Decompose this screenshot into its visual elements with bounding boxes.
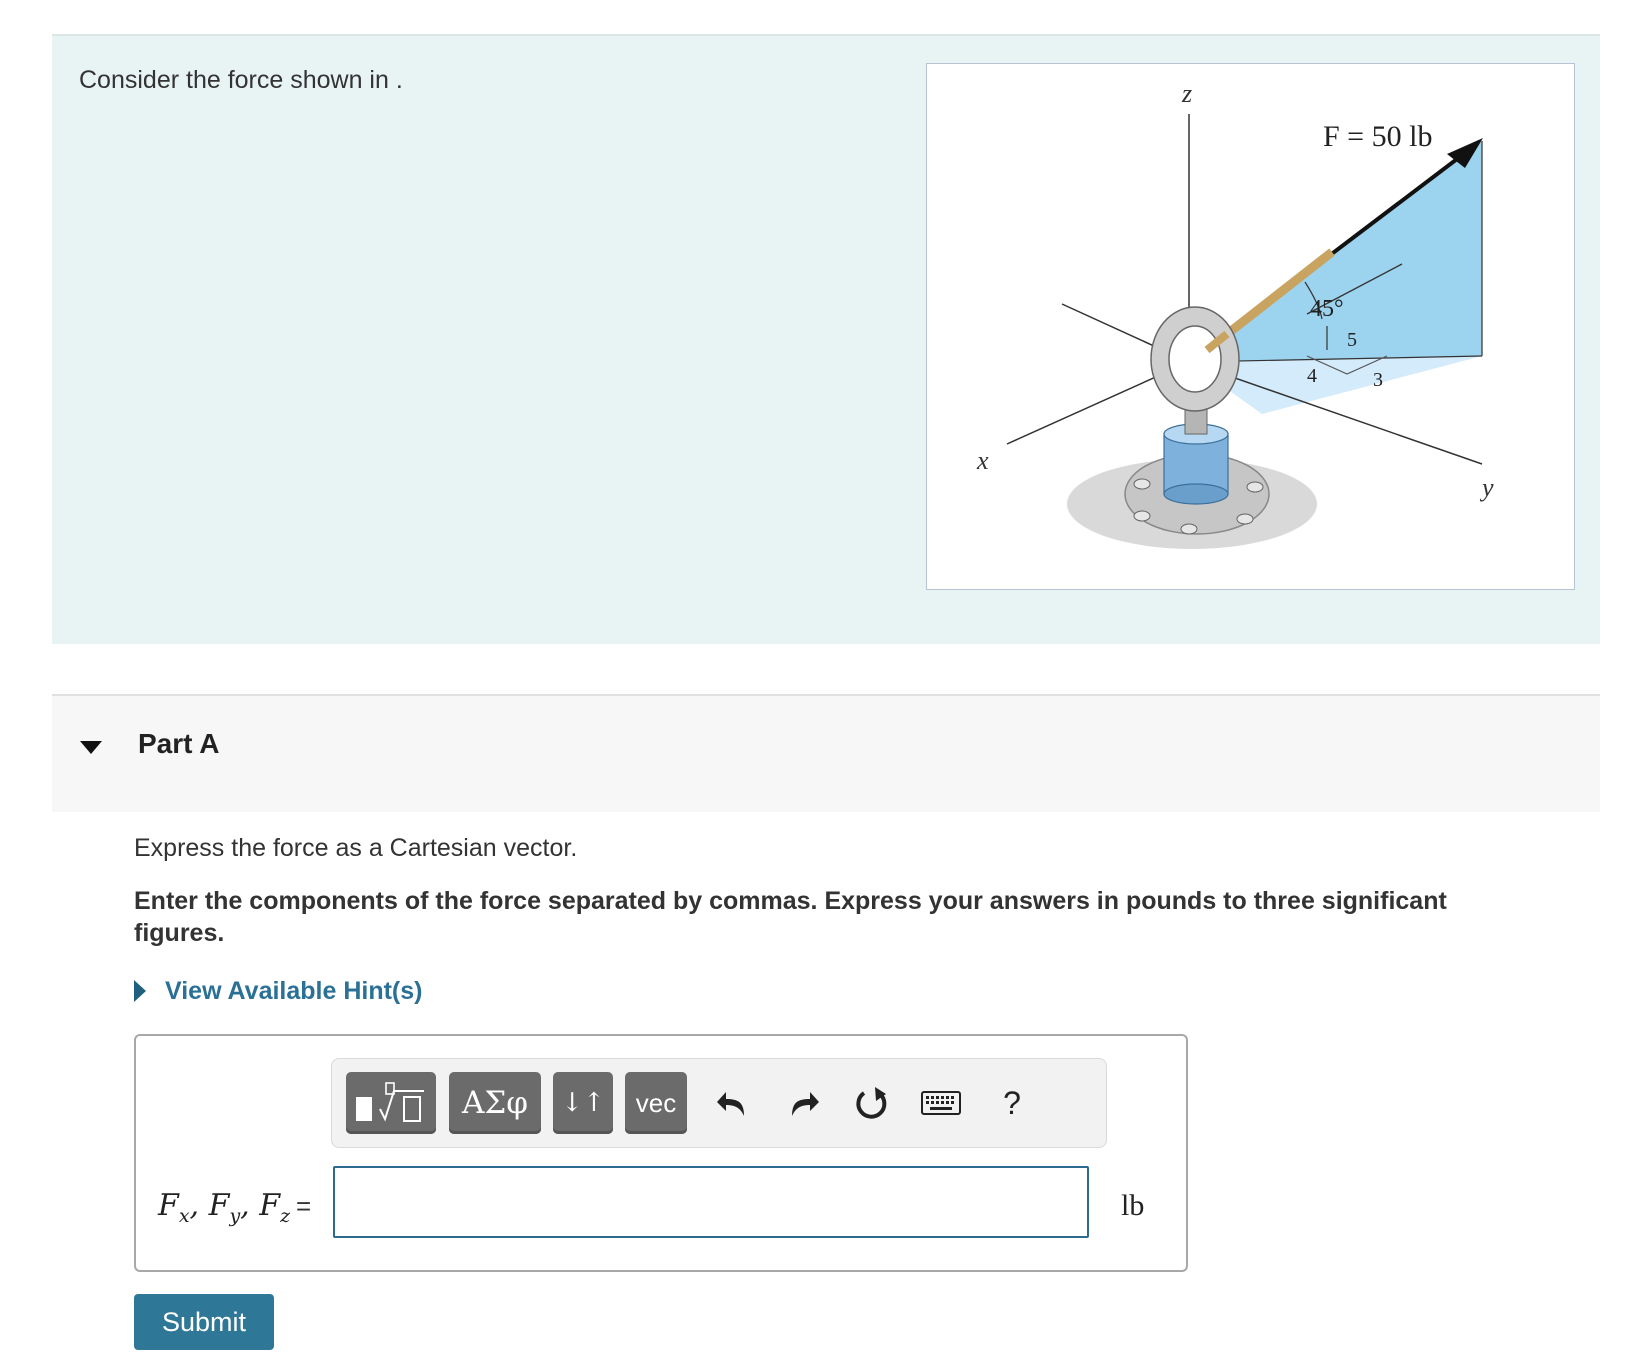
axis-z-label: z [1182, 79, 1193, 108]
help-button[interactable]: ? [1003, 1084, 1021, 1121]
bolt [1134, 479, 1150, 489]
part-instruction: Express the force as a Cartesian vector. [134, 834, 578, 862]
submit-button[interactable]: Submit [134, 1294, 274, 1350]
reset-button[interactable] [850, 1077, 894, 1129]
force-label: F = 50 lb [1323, 120, 1433, 153]
swap-button[interactable]: ↓↑ [553, 1072, 613, 1134]
answer-label: $F_x$, $F_y$, $F_z$ [158, 1188, 291, 1227]
collapse-caret-icon[interactable] [80, 741, 102, 754]
slope-hyp-label: 5 [1347, 329, 1357, 351]
part-title: Part A [138, 728, 220, 759]
force-figure [926, 63, 1575, 590]
problem-text: Consider the force shown in . [79, 66, 403, 94]
axis-x-label: x [977, 446, 989, 475]
reset-icon [854, 1085, 890, 1121]
bolt [1134, 511, 1150, 521]
hint-caret-icon [134, 980, 146, 1002]
slope-b-label: 3 [1373, 369, 1383, 391]
redo-icon [788, 1088, 820, 1118]
bolt [1247, 482, 1263, 492]
part-header[interactable] [52, 694, 1600, 812]
eye-hole [1169, 326, 1221, 392]
undo-icon [716, 1088, 748, 1118]
cylinder-bottom [1164, 484, 1228, 504]
answer-unit: lb [1121, 1189, 1145, 1222]
undo-button[interactable] [712, 1077, 752, 1129]
bolt [1181, 524, 1197, 534]
answer-equals: = [296, 1191, 312, 1221]
part-instruction-bold: Enter the components of the force separated by commas. Express your answers in pounds to three significant figures. [134, 887, 1447, 947]
templates-button[interactable] [346, 1072, 436, 1134]
keyboard-button[interactable] [918, 1077, 964, 1129]
redo-button[interactable] [784, 1077, 824, 1129]
vec-button[interactable]: vec [625, 1072, 687, 1134]
math-toolbar [331, 1058, 1107, 1148]
templates-icon [352, 1081, 430, 1125]
bolt [1237, 514, 1253, 524]
symbols-button[interactable]: ΑΣφ [449, 1072, 541, 1134]
hint-link[interactable]: View Available Hint(s) [165, 977, 423, 1005]
problem-panel [52, 34, 1600, 644]
answer-input[interactable] [333, 1166, 1089, 1238]
angle-label: 45° [1310, 296, 1344, 322]
axis-y-label: y [1482, 473, 1494, 502]
slope-a-label: 4 [1307, 365, 1317, 387]
keyboard-icon [921, 1091, 961, 1115]
answer-box [134, 1034, 1188, 1272]
